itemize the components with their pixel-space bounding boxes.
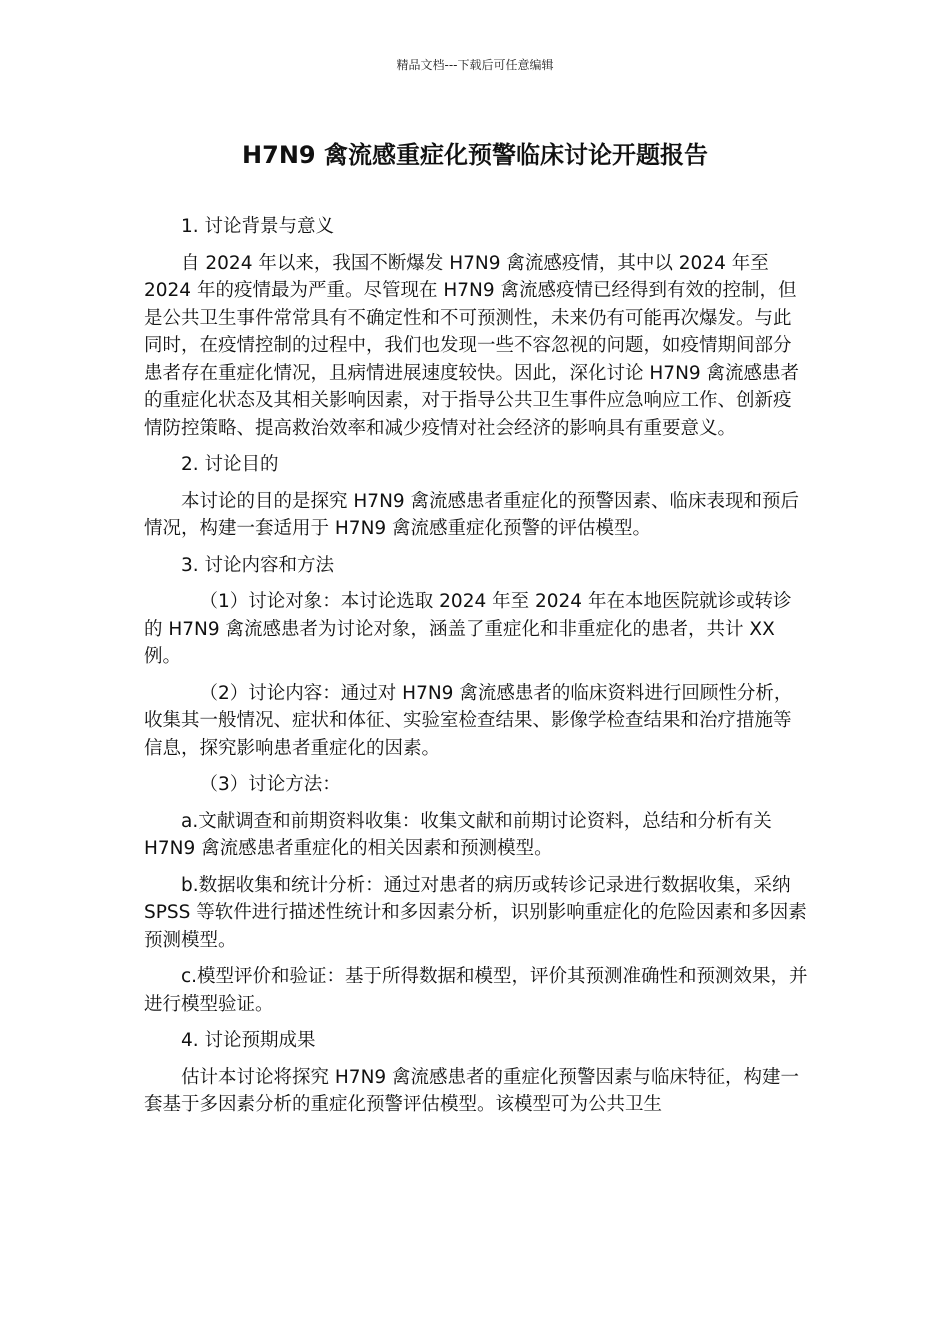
paragraph-background: 自 2024 年以来，我国不断爆发 H7N9 禽流感疫情，其中以 2024 年至 2024 年的疫情最为严重。尽管现在 H7N9 禽流感疫情已经得到有效的控制，但是公共卫生事件常常具有不确定性和不可预测性，未来仍有可能再次爆发。与此同时，在疫情控制的过程中，我们也发现一些不容忽视的问题，如疫情期间部分患者存在重症化情况，且病情进展速度较快。因此，深化讨论 H7N9 禽流感患者的重症化状态及其相关影响因素，对于指导公共卫生事件应急响应工作、创新疫情防控策略、提高救治效率和减少疫情对社会经济的影响具有重要意义。 — [144, 252, 800, 439]
section-heading-outcomes: 4. 讨论预期成果 — [181, 1030, 316, 1051]
paragraph-method-c: c.模型评价和验证：基于所得数据和模型，评价其预测准确性和预测效果，并进行模型验证。 — [144, 966, 808, 1015]
section-heading-purpose: 2. 讨论目的 — [181, 454, 279, 475]
document-body — [144, 213, 808, 1128]
section-heading-background: 1. 讨论背景与意义 — [181, 216, 335, 237]
paragraph-outcomes: 估计本讨论将探究 H7N9 禽流感患者的重症化预警因素与临床特征，构建一套基于多因素分析的重症化预警评估模型。该模型可为公共卫生 — [144, 1066, 800, 1115]
page-header-note: 精品文档---下载后可任意编辑 — [396, 58, 554, 72]
paragraph-methods-label: （3）讨论方法： — [199, 774, 341, 795]
paragraph-subjects: （1）讨论对象：本讨论选取 2024 年至 2024 年在本地医院就诊或转诊的 H7N9 禽流感患者为讨论对象，涵盖了重症化和非重症化的患者，共计 XX 例。 — [144, 591, 792, 667]
paragraph-method-b: b.数据收集和统计分析：通过对患者的病历或转诊记录进行数据收集，采纳 SPSS 等软件进行描述性统计和多因素分析，识别影响重症化的危险因素和多因素预测模型。 — [144, 874, 807, 951]
paragraph-content: （2）讨论内容：通过对 H7N9 禽流感患者的临床资料进行回顾性分析，收集其一般情况、症状和体征、实验室检查结果、影像学检查结果和治疗措施等信息，探究影响患者重症化的因素。 — [144, 682, 793, 759]
paragraph-method-a: a.文献调查和前期资料收集：收集文献和前期讨论资料，总结和分析有关 H7N9 禽流感患者重症化的相关因素和预测模型。 — [144, 810, 772, 859]
document-title: H7N9 禽流感重症化预警临床讨论开题报告 — [242, 141, 708, 169]
paragraph-purpose: 本讨论的目的是探究 H7N9 禽流感患者重症化的预警因素、临床表现和预后情况，构建一套适用于 H7N9 禽流感重症化预警的评估模型。 — [144, 490, 800, 539]
section-heading-content-methods: 3. 讨论内容和方法 — [181, 554, 335, 576]
